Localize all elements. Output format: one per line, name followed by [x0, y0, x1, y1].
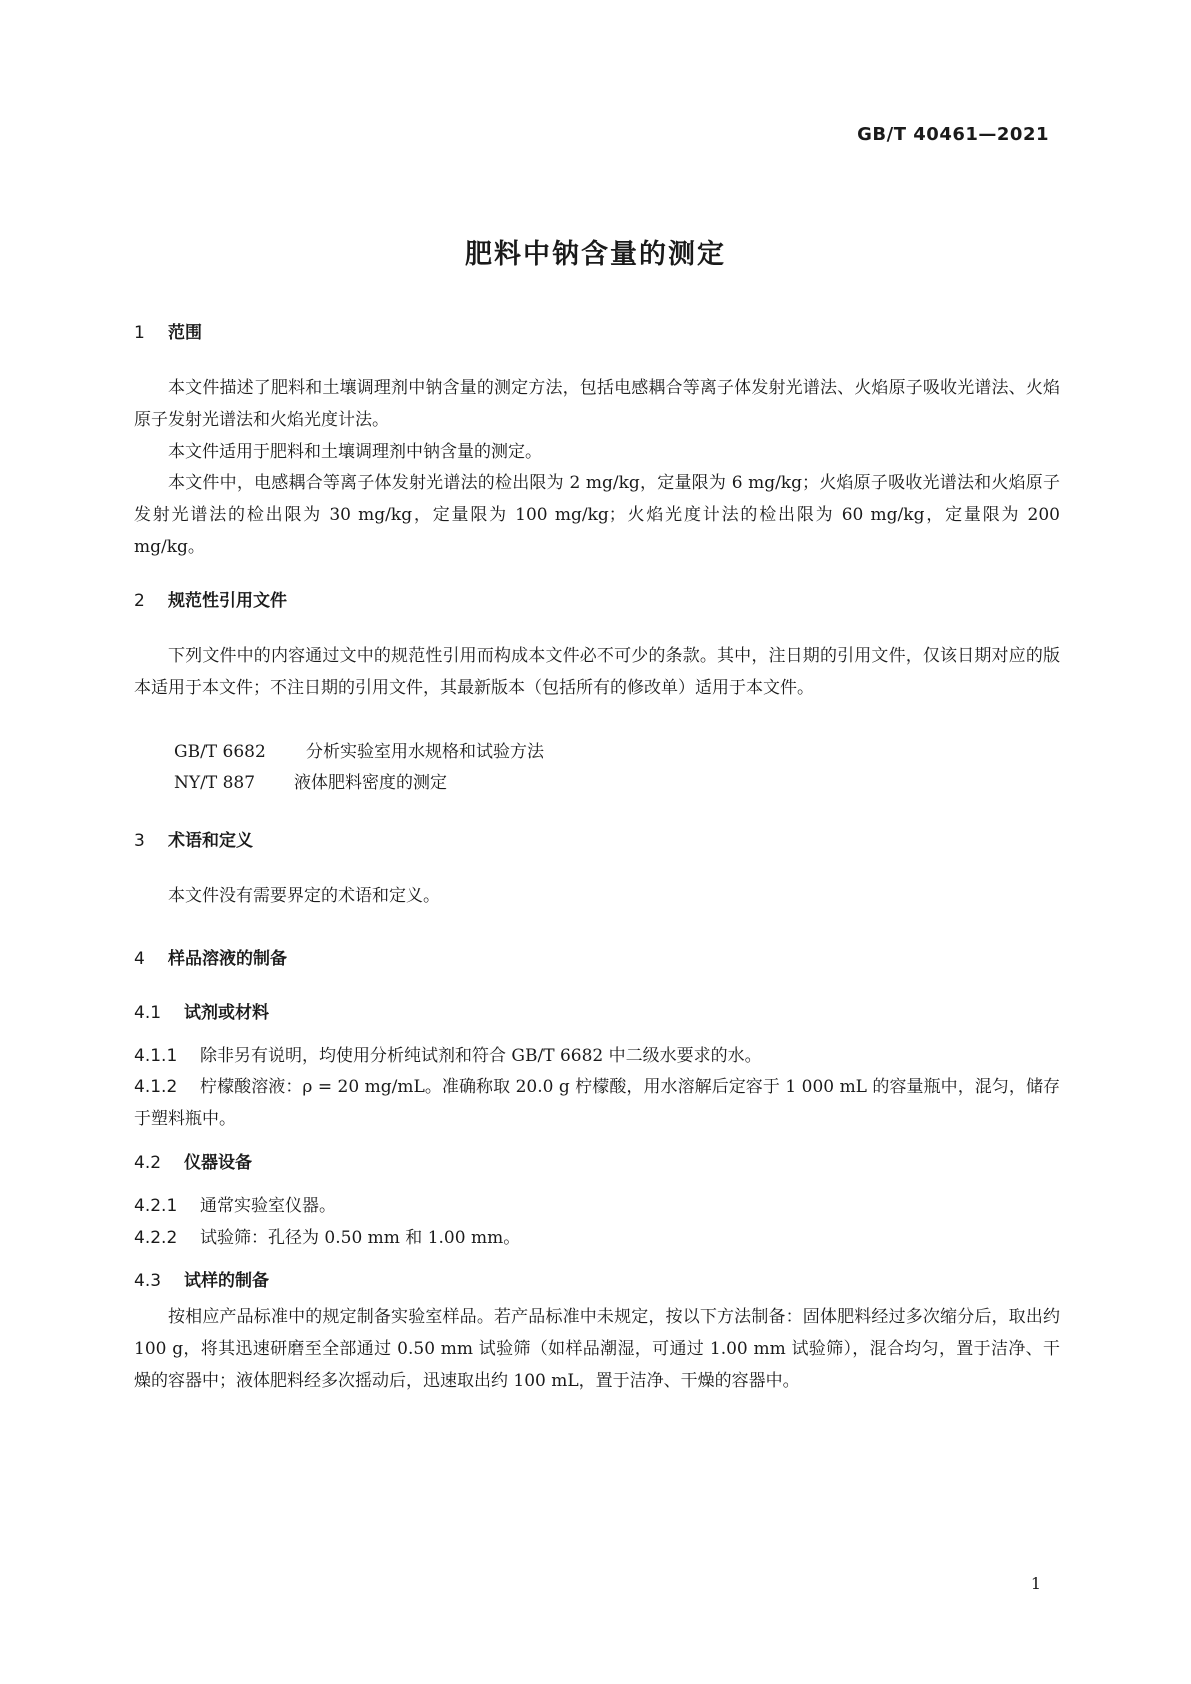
clause-text: 试验筛：孔径为 0.50 mm 和 1.00 mm。: [200, 1228, 521, 1248]
section-number: 2: [134, 591, 145, 611]
subsection-4-1-heading: [134, 998, 269, 1023]
standard-code: GB/T 40461—2021: [857, 124, 1049, 145]
reference-item: [174, 736, 544, 768]
clause-text: 柠檬酸溶液：ρ = 20 mg/mL。准确称取 20.0 g 柠檬酸，用水溶解后定容于 1 000 mL 的容量瓶中，混匀，储存于塑料瓶中。: [134, 1077, 1060, 1129]
subsection-4-2-heading: [134, 1148, 252, 1173]
section-number: 3: [134, 831, 145, 851]
section-number: 1: [134, 323, 145, 343]
clause-text: 通常实验室仪器。: [200, 1196, 336, 1216]
clause-item: [134, 1071, 1060, 1135]
section-2-heading: [134, 586, 287, 611]
section-3-paragraph-1: 本文件没有需要界定的术语和定义。: [168, 886, 440, 906]
section-1-heading: [134, 318, 202, 343]
reference-name: 分析实验室用水规格和试验方法: [306, 742, 544, 762]
clause-number: 4.1.2: [134, 1077, 178, 1097]
clause-item: [134, 1190, 1060, 1222]
clause-number: 4.1.1: [134, 1046, 178, 1066]
subsection-number: 4.2: [134, 1153, 162, 1173]
subsection-number: 4.3: [134, 1271, 162, 1291]
section-title: 样品溶液的制备: [168, 949, 287, 969]
subsection-4-3-heading: [134, 1266, 269, 1291]
subsection-title: 仪器设备: [184, 1153, 252, 1173]
document-title: 肥料中钠含量的测定: [465, 239, 726, 270]
subsection-4-3-paragraph-1: 按相应产品标准中的规定制备实验室样品。若产品标准中未规定，按以下方法制备：固体肥料经过多次缩分后，取出约 100 g，将其迅速研磨至全部通过 0.50 mm 试验筛（如样品潮湿，可通过 1.00 mm 试验筛），混合均匀，置于洁净、干燥的容器中；液体肥料经多次摇动后，迅速取出约 100 mL，置于洁净、干燥的容器中。: [134, 1307, 1060, 1391]
section-1-paragraph-1: 本文件描述了肥料和土壤调理剂中钠含量的测定方法，包括电感耦合等离子体发射光谱法、火焰原子吸收光谱法、火焰原子发射光谱法和火焰光度计法。: [134, 378, 1060, 430]
section-3-heading: [134, 826, 253, 851]
reference-code: GB/T 6682: [174, 742, 266, 762]
clause-item: [134, 1040, 1060, 1072]
section-2-paragraph-1: 下列文件中的内容通过文中的规范性引用而构成本文件必不可少的条款。其中，注日期的引用文件，仅该日期对应的版本适用于本文件；不注日期的引用文件，其最新版本（包括所有的修改单）适用于本文件。: [134, 646, 1060, 698]
section-title: 术语和定义: [168, 831, 253, 851]
reference-item: [174, 767, 447, 799]
subsection-title: 试剂或材料: [184, 1003, 269, 1023]
subsection-title: 试样的制备: [184, 1271, 269, 1291]
subsection-number: 4.1: [134, 1003, 162, 1023]
section-title: 范围: [168, 323, 202, 343]
clause-text: 除非另有说明，均使用分析纯试剂和符合 GB/T 6682 中二级水要求的水。: [200, 1046, 762, 1066]
page-number: 1: [1030, 1574, 1041, 1593]
reference-name: 液体肥料密度的测定: [294, 773, 447, 793]
section-4-heading: [134, 944, 287, 969]
section-title: 规范性引用文件: [168, 591, 287, 611]
clause-number: 4.2.2: [134, 1228, 178, 1248]
clause-item: [134, 1222, 1060, 1254]
section-1-paragraph-3: 本文件中，电感耦合等离子体发射光谱法的检出限为 2 mg/kg，定量限为 6 mg/kg；火焰原子吸收光谱法和火焰原子发射光谱法的检出限为 30 mg/kg，定量限为 100 mg/kg；火焰光度计法的检出限为 60 mg/kg，定量限为 200 mg/kg。: [134, 473, 1060, 557]
section-1-paragraph-2: 本文件适用于肥料和土壤调理剂中钠含量的测定。: [168, 442, 542, 462]
reference-code: NY/T 887: [174, 773, 256, 793]
section-number: 4: [134, 949, 145, 969]
clause-number: 4.2.1: [134, 1196, 178, 1216]
